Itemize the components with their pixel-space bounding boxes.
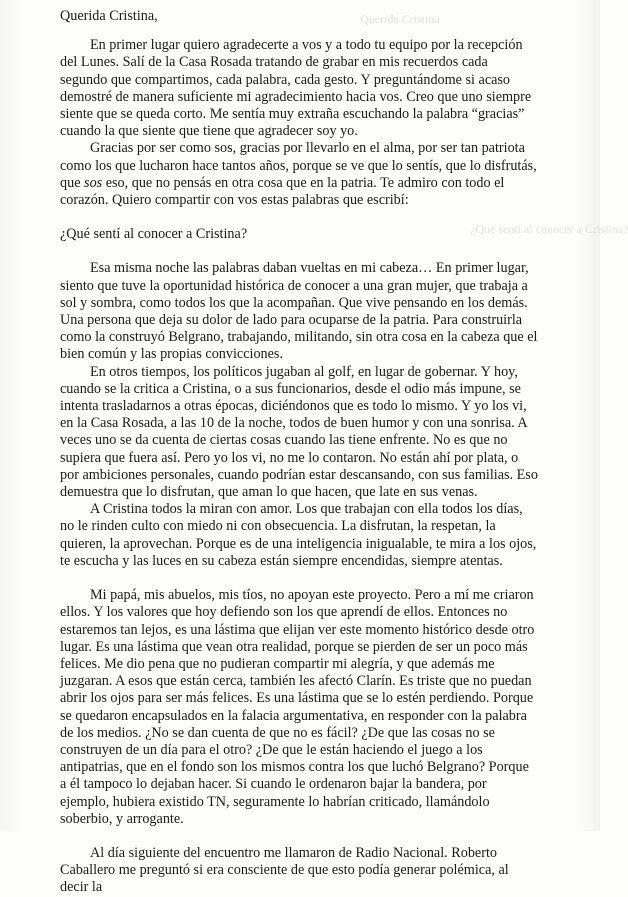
paragraph-text: Gracias por ser como sos, gracias por llevarlo en el alma, por ser tan patriota como los que lucharon hace tantos años, porque se ve que lo sentís, que lo disfrutás, que	[60, 140, 537, 191]
section-heading: ¿Qué sentí al conocer a Cristina?	[60, 226, 248, 243]
emphasis-text: sos	[84, 174, 103, 191]
paragraph-gratitude: En primer lugar quiero agradecerte a vos y a todo tu equipo por la recepción del Lunes. Salí de la Casa Rosada tratando de grabar en mis recuerdos cada segundo que compartimos, cada palabra, cada gesto. Y preguntándome si acaso demostré de manera suficiente mi agradecimiento hacia vos. Creo que uno siempre siente que se queda corto. Me sentía muy extraña escuchando la palabra “gracias” cuando la que siente que tiene que agradecer soy yo.	[60, 37, 532, 140]
paragraph-admiration: A Cristina todos la miran con amor. Los que trabajan con ella todos los días, no le rinden culto con miedo ni con obsecuencia. La disfrutan, la respetan, la quieren, la aprovechan. Porque es de una inteligencia inigualable, te mira a los ojos, te escucha y las luces en su cabeza están siempre encendidas, siempre atentas.	[60, 501, 537, 569]
bleed-through-text: Querida Cristina	[360, 12, 440, 26]
letter-body	[60, 8, 538, 897]
paragraph-thanks	[60, 140, 538, 209]
paragraph-family: Mi papá, mis abuelos, mis tíos, no apoyan este proyecto. Pero a mí me criaron ellos. Y los valores que hoy defiendo son los que aprendí de ellos. Entonces no estaremos tan lejos, es una lástima que elijan ver este momento histórico desde otro lugar. Es una lástima que vean otra realidad, porque se pierden de ser un poco más felices. Me dio pena que no pudieran compartir mi alegría, y que además me juzgaran. A esos que están cerca, también les afectó Clarín. Es triste que no puedan abrir los ojos para ser más felices. Es una lástima que se lo estén perdiendo. Porque se quedaron encapsulados en la falacia argumentativa, en responder con la palabra de los medios. ¿No se dan cuenta de que no es fácil? ¿De que las cosas no se construyen de un día para el otro? ¿De que le están haciendo el juego a los antipatrias, que en el fondo son los mismos contra los que luchó Belgrano? Porque a él tampoco lo dejaban hacer. Si cuando le ordenaron bajar la bandera, por ejemplo, hubiera existido TN, seguramente lo habrían criticado, llamándolo soberbio, y arrogante.	[60, 587, 535, 827]
paragraph-first-impression: Esa misma noche las palabras daban vueltas en mi cabeza… En primer lugar, siento que tuve la oportunidad histórica de conocer a una gran mujer, que trabaja a sol y sombra, como todos los que la acompañan. Que vive pensando en los demás. Una persona que deja su dolor de lado para ocuparse de la patria. Para construirla como la construyó Belgrano, trabajando, militando, sin otra cosa en la cabeza que el bien común y las propias convicciones.	[60, 260, 538, 363]
paragraph-politicians: En otros tiempos, los políticos jugaban al golf, en lugar de gobernar. Y hoy, cuando se la critica a Cristina, o a sus funcionarios, desde el odio más impune, se intenta trasladarnos a otras épocas, diciéndonos que es todo lo mismo. Y yo los vi, en la Casa Rosada, a las 10 de la noche, todos de buen humor y con una sonrisa. A veces uno se da cuenta de ciertas cosas cuando las tiene enfrente. No es que no supiera que fuera así. Pero yo los vi, no me lo contaron. No están ahí por plata, o por ambiciones personales, cuando podrían estar descansando, con sus familias. Eso demuestra que lo disfrutan, que aman lo que hacen, que late en sus venas.	[60, 363, 538, 501]
letter-greeting: Querida Cristina,	[60, 8, 158, 24]
paragraph-text: eso, que no pensás en otra cosa que en la patria. Te admiro con todo el corazón. Quiero compartir con vos estas palabras que escribí:	[60, 174, 505, 209]
paragraph-radio: Al día siguiente del encuentro me llamaron de Radio Nacional. Roberto Caballero me preguntó si era consciente de que esto podía generar polémica, al decir la	[60, 844, 509, 896]
bleed-through-text: ¿Qué sentí al conocer a Cristina?	[470, 222, 628, 236]
